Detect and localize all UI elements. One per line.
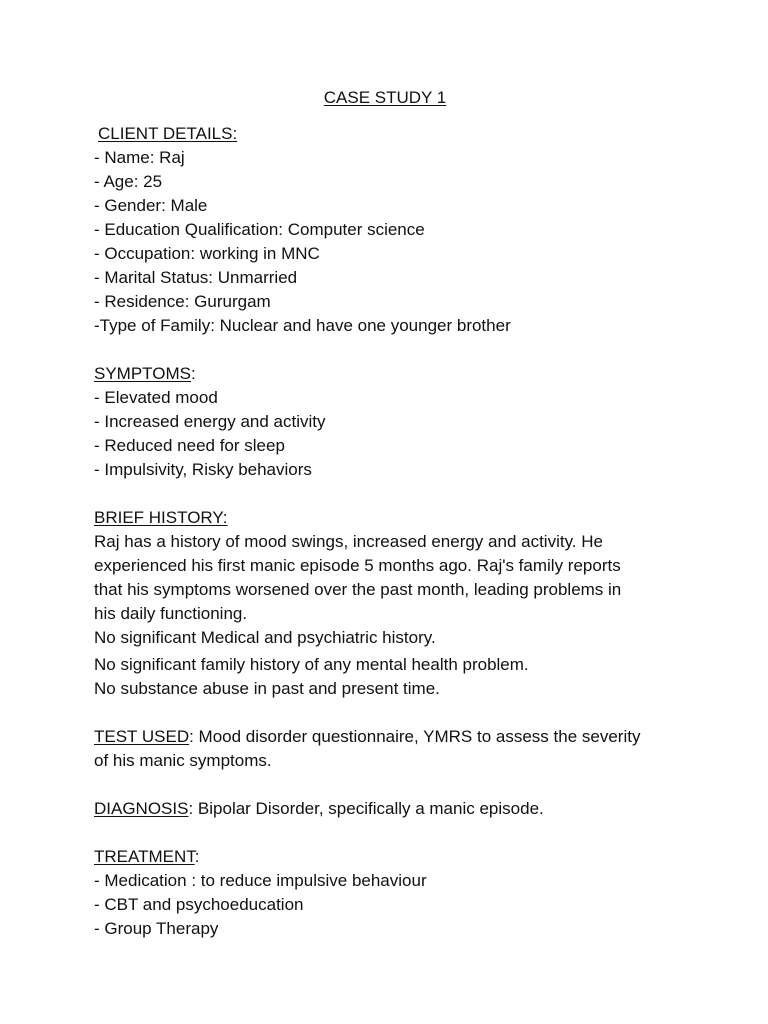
treatment-item: - Medication : to reduce impulsive behaviour bbox=[94, 871, 427, 890]
symptoms-heading-line bbox=[94, 362, 196, 386]
brief-history-heading: BRIEF HISTORY: bbox=[94, 508, 228, 527]
test-used-text: : Mood disorder questionnaire, YMRS to assess the severity bbox=[189, 727, 641, 746]
symptoms-heading-suffix: : bbox=[190, 364, 196, 383]
brief-history-line: No substance abuse in past and present time. bbox=[94, 679, 440, 698]
client-detail-item: - Residence: Gururgam bbox=[94, 292, 271, 311]
client-detail-item: - Occupation: working in MNC bbox=[94, 244, 320, 263]
brief-history-line: Raj has a history of mood swings, increased energy and activity. He bbox=[94, 532, 603, 551]
brief-history-line: his daily functioning. bbox=[94, 604, 248, 623]
symptoms-heading: SYMPTOMS bbox=[94, 364, 191, 383]
symptom-item: - Impulsivity, Risky behaviors bbox=[94, 460, 312, 479]
symptom-item: - Increased energy and activity bbox=[94, 412, 326, 431]
brief-history-line: experienced his first manic episode 5 months ago. Raj's family reports bbox=[94, 556, 621, 575]
client-detail-item: - Gender: Male bbox=[94, 196, 208, 215]
test-used-line bbox=[94, 725, 640, 749]
client-details-heading: CLIENT DETAILS: bbox=[98, 124, 238, 143]
client-detail-item: - Marital Status: Unmarried bbox=[94, 268, 298, 287]
test-used-text-continued: of his manic symptoms. bbox=[94, 751, 272, 770]
test-used-heading: TEST USED bbox=[94, 727, 190, 746]
treatment-heading: TREATMENT bbox=[94, 847, 195, 866]
diagnosis-heading: DIAGNOSIS bbox=[94, 799, 189, 818]
client-detail-item: - Age: 25 bbox=[94, 172, 163, 191]
treatment-item: - CBT and psychoeducation bbox=[94, 895, 304, 914]
brief-history-line: that his symptoms worsened over the past month, leading problems in bbox=[94, 580, 622, 599]
treatment-item: - Group Therapy bbox=[94, 919, 219, 938]
client-detail-item: - Name: Raj bbox=[94, 148, 185, 167]
brief-history-line: No significant Medical and psychiatric history. bbox=[94, 628, 436, 647]
client-detail-item: - Education Qualification: Computer science bbox=[94, 220, 425, 239]
treatment-heading-suffix: : bbox=[194, 847, 200, 866]
document-title: CASE STUDY 1 bbox=[323, 88, 447, 107]
symptom-item: - Reduced need for sleep bbox=[94, 436, 285, 455]
client-detail-item: -Type of Family: Nuclear and have one younger brother bbox=[94, 316, 511, 335]
symptom-item: - Elevated mood bbox=[94, 388, 218, 407]
treatment-heading-line bbox=[94, 845, 199, 869]
diagnosis-line bbox=[94, 797, 544, 821]
diagnosis-text: : Bipolar Disorder, specifically a manic episode. bbox=[188, 799, 544, 818]
brief-history-line: No significant family history of any mental health problem. bbox=[94, 655, 529, 674]
